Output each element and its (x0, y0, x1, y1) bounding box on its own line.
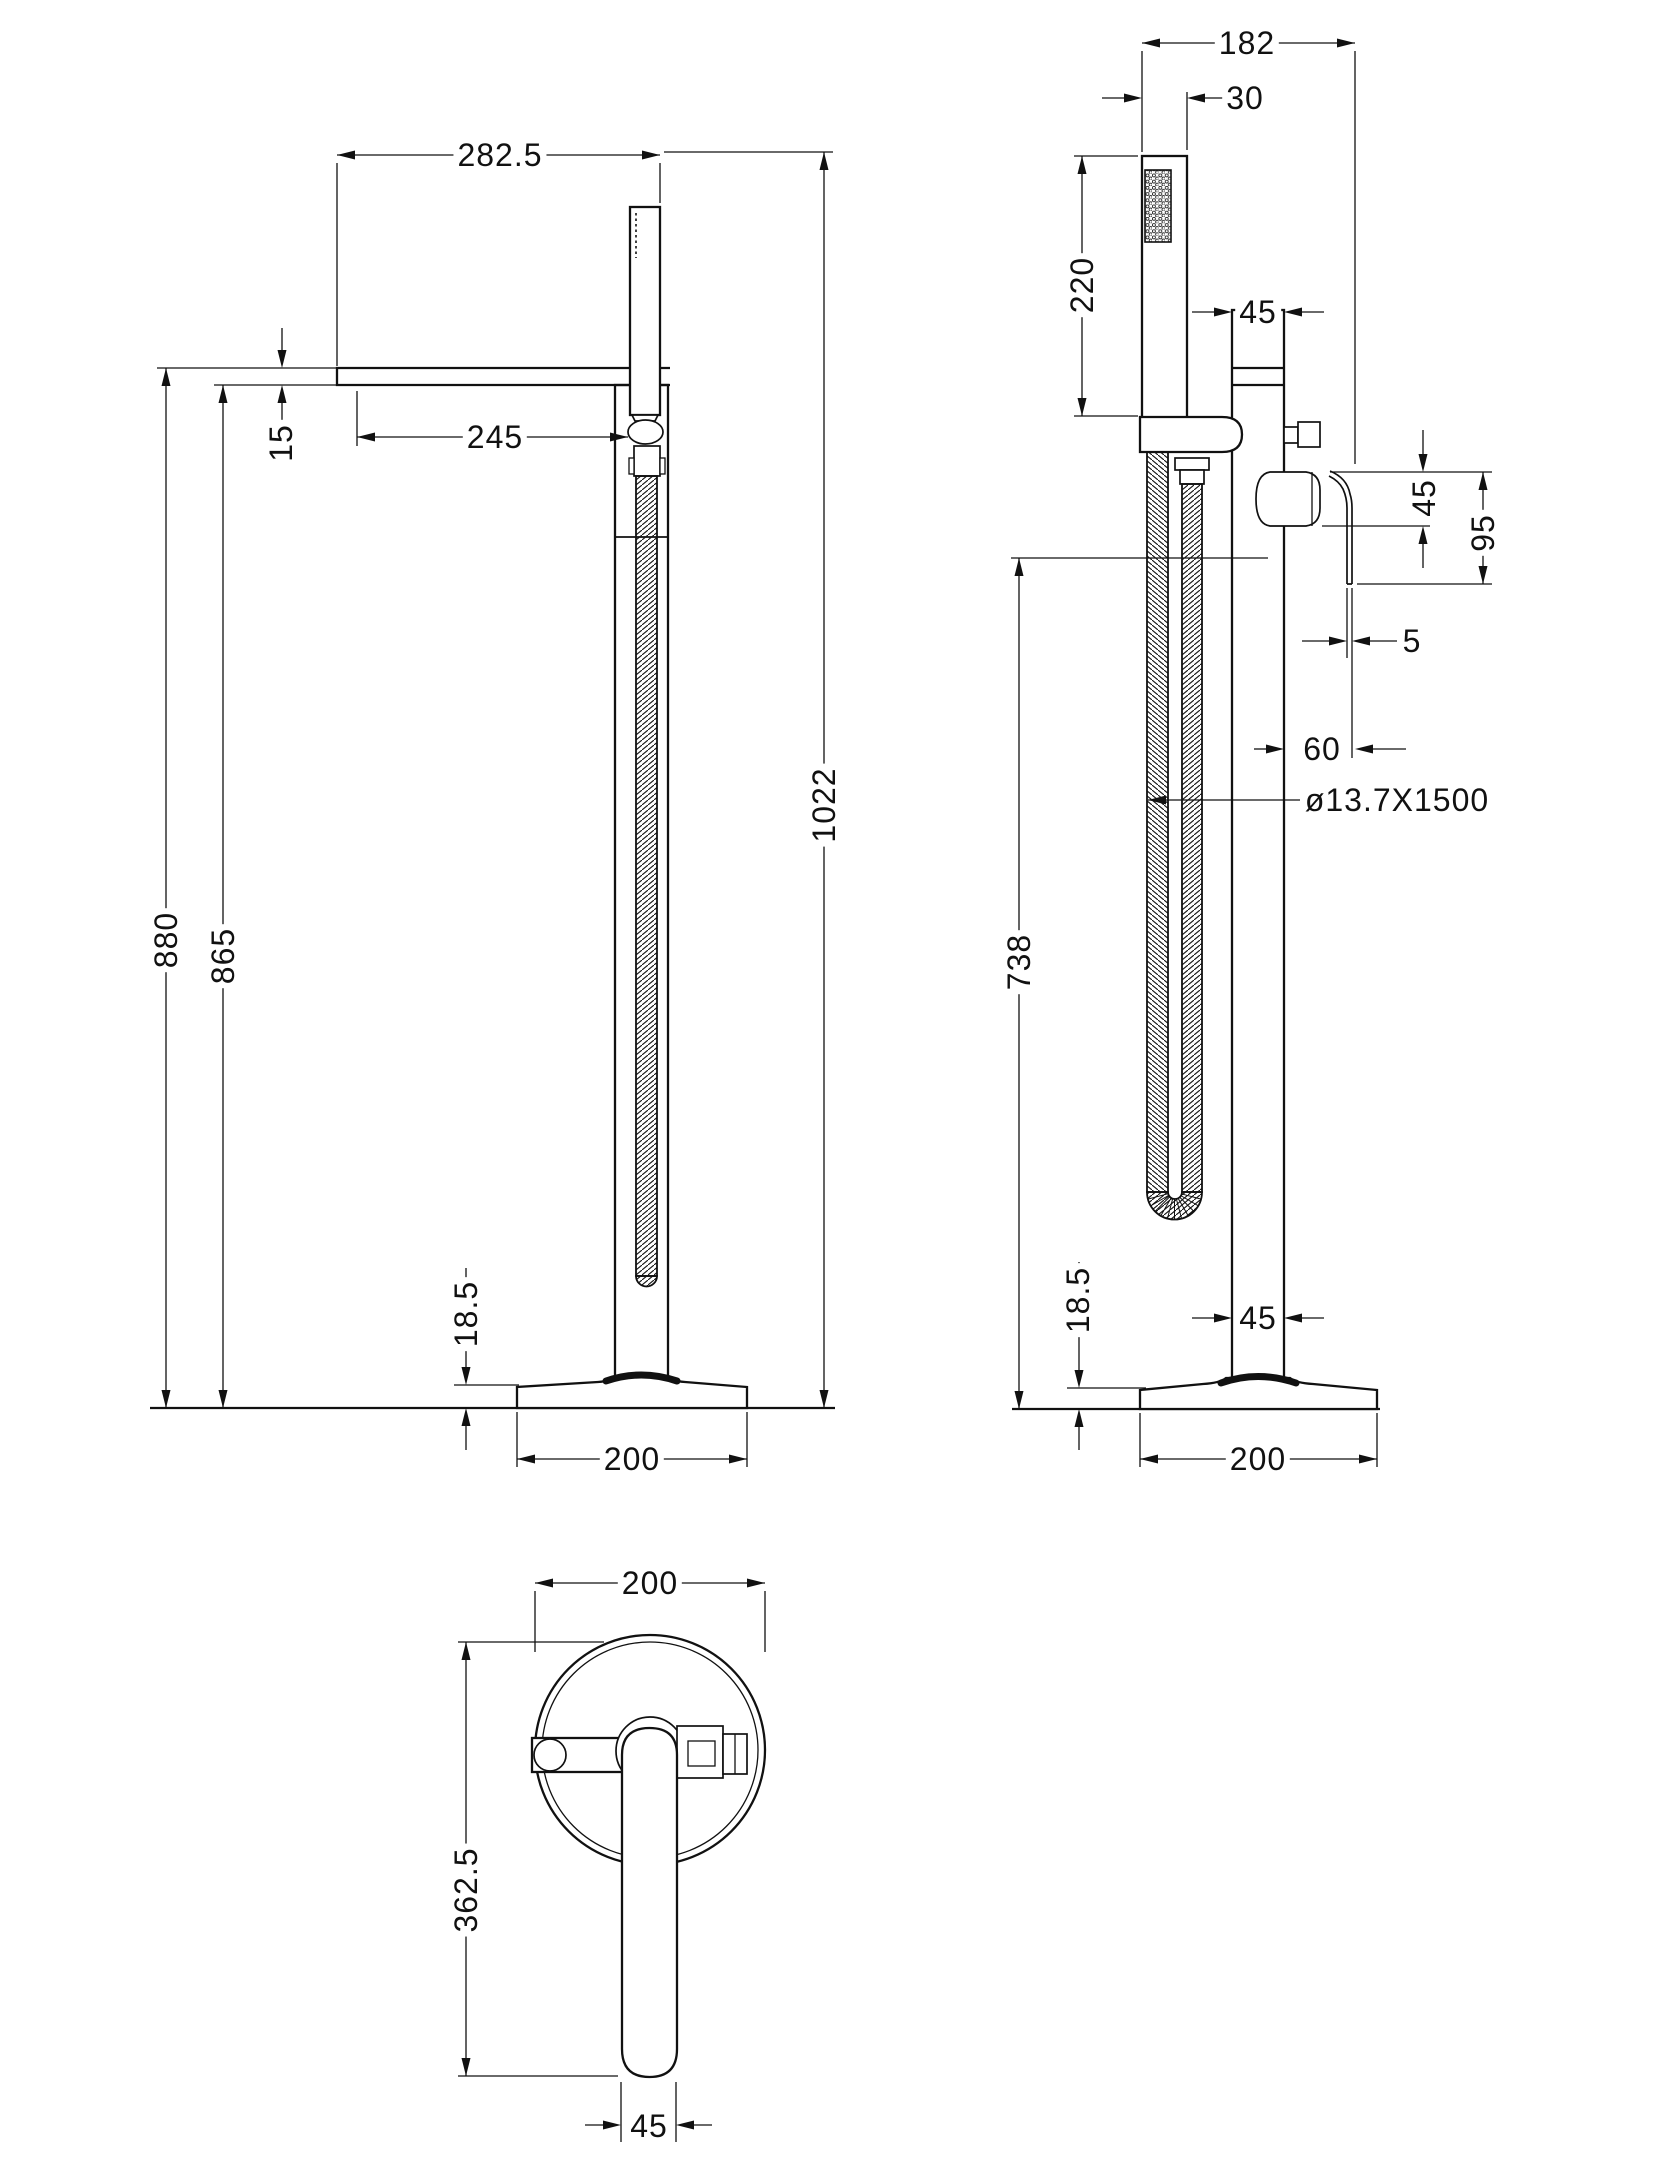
front-dimension-arrows (162, 151, 829, 1464)
front-spout (337, 368, 670, 385)
side-diverter-knob (1298, 422, 1320, 447)
side-hose-front-strand (1147, 452, 1168, 1192)
dim-side-lever-projection: 60 (1299, 731, 1345, 767)
dim-side-valve-height: 45 (1406, 475, 1442, 521)
side-holder-bracket (1140, 417, 1242, 452)
plan-dimension-arrows (462, 1579, 766, 2130)
dim-side-column-width-bottom: 45 (1235, 1300, 1281, 1336)
side-handset-spray-plate (1145, 170, 1171, 242)
dim-side-lever-tip-height: 738 (1001, 930, 1037, 994)
side-lever (1329, 471, 1352, 584)
dim-plan-lever-width: 45 (626, 2108, 672, 2144)
dim-front-base-thickness: 18.5 (448, 1277, 484, 1351)
front-view (150, 151, 835, 1468)
front-hose (636, 476, 657, 1276)
dim-front-spout-to-hose: 245 (463, 419, 527, 455)
front-base (517, 1376, 747, 1408)
dim-side-hose-spec: ø13.7X1500 (1301, 782, 1493, 818)
front-holder-ball (628, 420, 663, 444)
front-hose-nut (634, 446, 660, 476)
plan-valve-body (677, 1726, 723, 1778)
dim-side-valve-to-lever: 95 (1465, 510, 1501, 556)
dim-front-spout-reach: 282.5 (453, 137, 546, 173)
side-hose-nut (1180, 470, 1204, 484)
plan-view (458, 1579, 765, 2143)
dim-side-handset-width: 30 (1222, 80, 1268, 116)
dim-side-column-width-top: 45 (1235, 294, 1281, 330)
dim-front-overall-height: 1022 (806, 763, 842, 846)
plan-spout-outlet (534, 1739, 566, 1771)
dim-side-handset-length: 220 (1064, 253, 1100, 317)
front-dimension-lines (157, 152, 833, 1467)
front-hose-nut-tab-right (660, 458, 665, 474)
dim-front-base-width: 200 (600, 1441, 664, 1477)
dim-front-height-spout-bottom: 865 (205, 924, 241, 988)
dim-side-base-thickness: 18.5 (1060, 1263, 1096, 1337)
side-valve-body (1256, 472, 1320, 526)
front-hose-nut-tab-left (629, 458, 634, 474)
side-hose-nut-flange (1175, 458, 1209, 470)
plan-lever (622, 1728, 677, 2077)
side-hose-back-strand (1182, 484, 1202, 1192)
dim-front-spout-thickness: 15 (263, 420, 299, 466)
dim-side-lever-thickness: 5 (1399, 623, 1426, 659)
dim-plan-overall-length: 362.5 (448, 1843, 484, 1936)
dim-plan-base-diameter: 200 (618, 1565, 682, 1601)
side-diverter-neck (1284, 427, 1298, 443)
side-column (1232, 310, 1284, 1382)
dim-side-overall-depth: 182 (1215, 25, 1279, 61)
front-handset (630, 207, 660, 415)
dim-side-base-width: 200 (1226, 1441, 1290, 1477)
side-base (1140, 1378, 1377, 1409)
dim-front-height-spout-top: 880 (148, 908, 184, 972)
